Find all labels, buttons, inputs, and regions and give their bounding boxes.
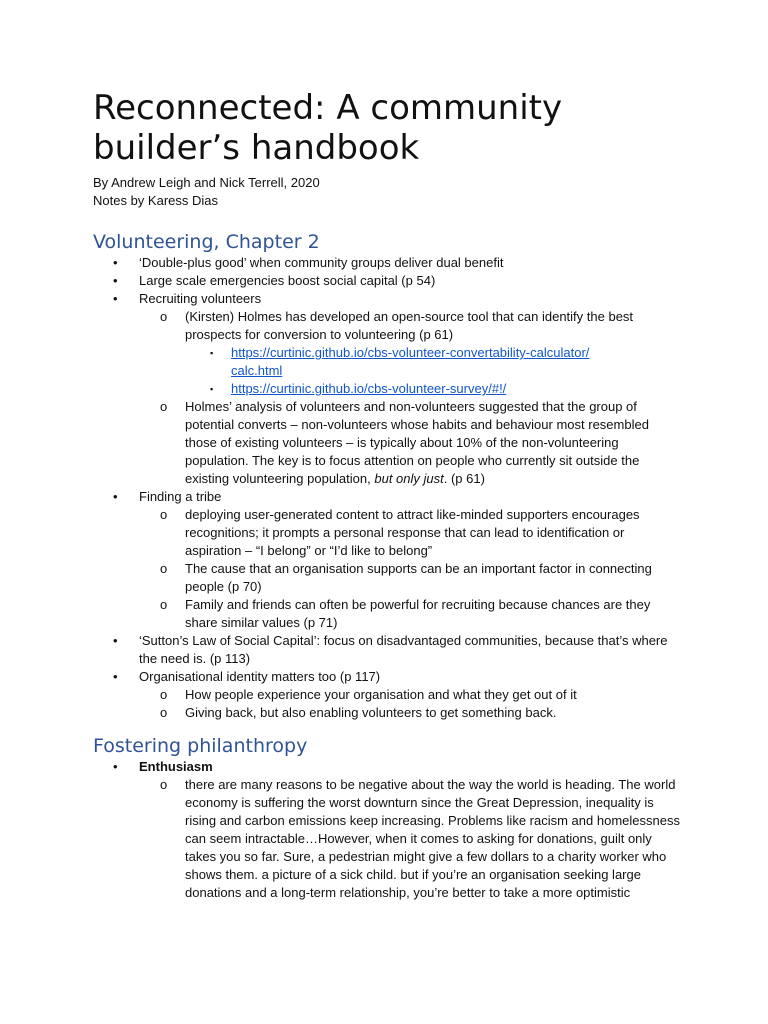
square-marker: ▪ (210, 384, 214, 394)
document-meta (93, 174, 683, 210)
list-item (93, 272, 683, 290)
list-item-text: Family and friends can often be powerful for recruiting because chances are they share similar values (p 71) (185, 597, 651, 630)
bullet-marker: • (113, 489, 118, 504)
circle-marker: o (160, 399, 168, 414)
list-item-text: Finding a tribe (139, 489, 222, 504)
circle-marker: o (160, 309, 168, 324)
title-line-2: builder’s handbook (93, 128, 420, 168)
list-item-text: deploying user-generated content to attract like-minded supporters encourages recognitions; it prompts a personal response that can lead to identification or aspiration – “I belong” or “I’d like to belong” (185, 507, 640, 558)
emphasis-text: but only just (374, 471, 444, 486)
bullet-marker: • (113, 669, 118, 684)
circle-marker: o (160, 507, 168, 522)
list-item (93, 668, 683, 686)
square-marker: ▪ (210, 348, 214, 358)
authors-line: By Andrew Leigh and Nick Terrell, 2020 (93, 175, 320, 190)
calculator-link[interactable] (231, 345, 589, 378)
circle-marker: o (160, 561, 168, 576)
notes-by-line: Notes by Karess Dias (93, 193, 218, 208)
circle-marker: o (160, 597, 168, 612)
list-item-text-end: . (p 61) (443, 471, 485, 486)
list-item (93, 560, 683, 596)
list-item (93, 380, 683, 398)
list-item (93, 398, 683, 488)
list-item (93, 488, 683, 506)
list-item-text: Large scale emergencies boost social capital (p 54) (139, 273, 436, 288)
circle-marker: o (160, 705, 168, 720)
list-item-text: there are many reasons to be negative about the way the world is heading. The world economy is suffering the worst downturn since the Great Depression, inequality is rising and carbon emissions keep increasing. Problems like racism and homelessness can seem intractable…However, when it comes to asking for donations, guilt only takes you so far. Sure, a pedestrian might give a few dollars to a charity worker who shows them. a picture of a sick child. but if you’re an organisation seeking large donations and a long-term relationship, you’re better to take a more optimistic (185, 777, 680, 900)
document-title (93, 88, 683, 168)
document-body (93, 88, 683, 902)
list-item (93, 758, 683, 776)
list-item-text: ‘Sutton’s Law of Social Capital’: focus on disadvantaged communities, because that’s where the need is. (p 113) (139, 633, 668, 666)
list-item (93, 290, 683, 308)
list-item (93, 704, 683, 722)
list-item (93, 776, 683, 902)
list-item (93, 506, 683, 560)
survey-link[interactable]: https://curtinic.github.io/cbs-volunteer-survey/#!/ (231, 381, 507, 396)
bullet-marker: • (113, 759, 118, 774)
list-item-text: Enthusiasm (139, 759, 213, 774)
philanthropy-list (93, 758, 683, 902)
list-item (93, 344, 683, 380)
list-item-text: ‘Double-plus good’ when community groups deliver dual benefit (139, 255, 504, 270)
circle-marker: o (160, 777, 168, 792)
list-item (93, 686, 683, 704)
list-item-text: Recruiting volunteers (139, 291, 262, 306)
list-item-text: Holmes’ analysis of volunteers and non-volunteers suggested that the group of potential converts – non-volunteers whose habits and behaviour most resembled those of existing volunteers – is typically about 10% of the non-volunteering population. The key is to focus attention on people who currently sit outside the existing volunteering population, (185, 399, 649, 486)
circle-marker: o (160, 687, 168, 702)
bullet-marker: • (113, 255, 118, 270)
bullet-marker: • (113, 291, 118, 306)
volunteering-list (93, 254, 683, 722)
link-line-1: https://curtinic.github.io/cbs-volunteer-convertability-calculator/ (231, 345, 590, 360)
list-item-text: Giving back, but also enabling volunteers to get something back. (185, 705, 557, 720)
section-heading-philanthropy: Fostering philanthropy (93, 735, 308, 757)
list-item-text: Organisational identity matters too (p 117) (139, 669, 381, 684)
section-heading-volunteering: Volunteering, Chapter 2 (93, 231, 320, 253)
list-item-text: How people experience your organisation and what they get out of it (185, 687, 577, 702)
bullet-marker: • (113, 273, 118, 288)
list-item (93, 596, 683, 632)
list-item (93, 632, 683, 668)
bullet-marker: • (113, 633, 118, 648)
title-line-1: Reconnected: A community (93, 88, 563, 128)
list-item-text: The cause that an organisation supports can be an important factor in connecting people (p 70) (185, 561, 652, 594)
list-item (93, 254, 683, 272)
list-item-text: (Kirsten) Holmes has developed an open-source tool that can identify the best prospects for conversion to volunteering (p 61) (185, 309, 634, 342)
link-line-2: calc.html (231, 363, 283, 378)
list-item (93, 308, 683, 344)
